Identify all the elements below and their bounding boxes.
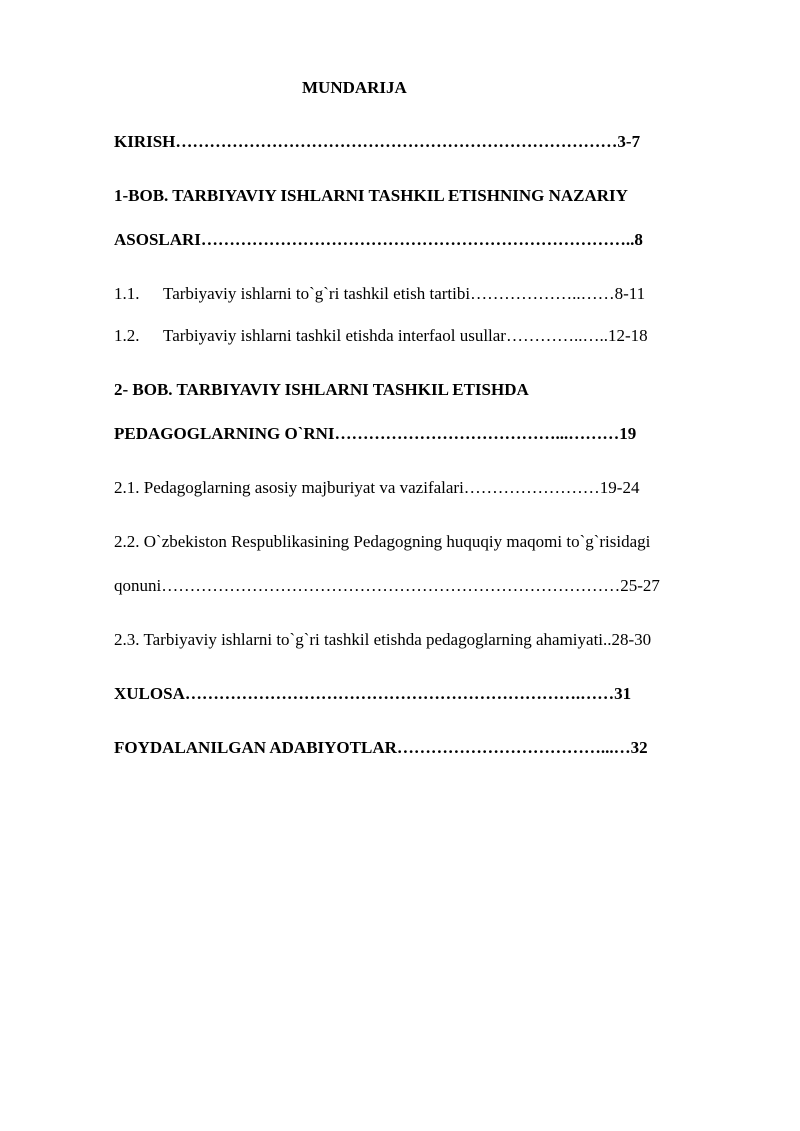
toc-entry-chapter1-line2: ASOSLARI…………………………………………………………………..8 — [114, 230, 643, 249]
section-text: Tarbiyaviy ishlarni to`g`ri tashkil etish tartibi………………..……8-11 — [163, 284, 646, 303]
section-number: 1.2. — [114, 326, 140, 345]
section-number: 1.1. — [114, 284, 140, 303]
toc-entry-chapter2-line1: 2- BOB. TARBIYAVIY ISHLARNI TASHKIL ETISHDA — [114, 380, 529, 399]
toc-entry-section-2-3: 2.3. Tarbiyaviy ishlarni to`g`ri tashkil etishda pedagoglarning ahamiyati..28-30 — [114, 630, 652, 649]
toc-entry-section-1-1 — [114, 284, 645, 304]
toc-entry-section-1-2 — [114, 326, 648, 346]
toc-entry-section-2-1: 2.1. Pedagoglarning asosiy majburiyat va vazifalari……………………19-24 — [114, 478, 640, 497]
toc-entry-kirish: KIRISH……………………………………………………………………3-7 — [114, 132, 641, 151]
toc-entry-chapter2-line2: PEDAGOGLARNING O`RNI…………………………………...………19 — [114, 424, 637, 443]
toc-entry-xulosa: XULOSA…………………………………………………………….……31 — [114, 684, 632, 703]
toc-entry-chapter1-line1: 1-BOB. TARBIYAVIY ISHLARNI TASHKIL ETISHNING NAZARIY — [114, 186, 628, 205]
toc-entry-section-2-2-line2: qonuni………………………………………………………………………25-27 — [114, 576, 660, 595]
section-text: Tarbiyaviy ishlarni tashkil etishda interfaol usullar…………..…..12-18 — [163, 326, 648, 345]
toc-entry-section-2-2-line1: 2.2. O`zbekiston Respublikasining Pedagogning huquqiy maqomi to`g`risidagi — [114, 532, 651, 551]
toc-entry-adabiyotlar: FOYDALANILGAN ADABIYOTLAR………………………………...…32 — [114, 738, 648, 757]
page-title: MUNDARIJA — [302, 78, 407, 97]
